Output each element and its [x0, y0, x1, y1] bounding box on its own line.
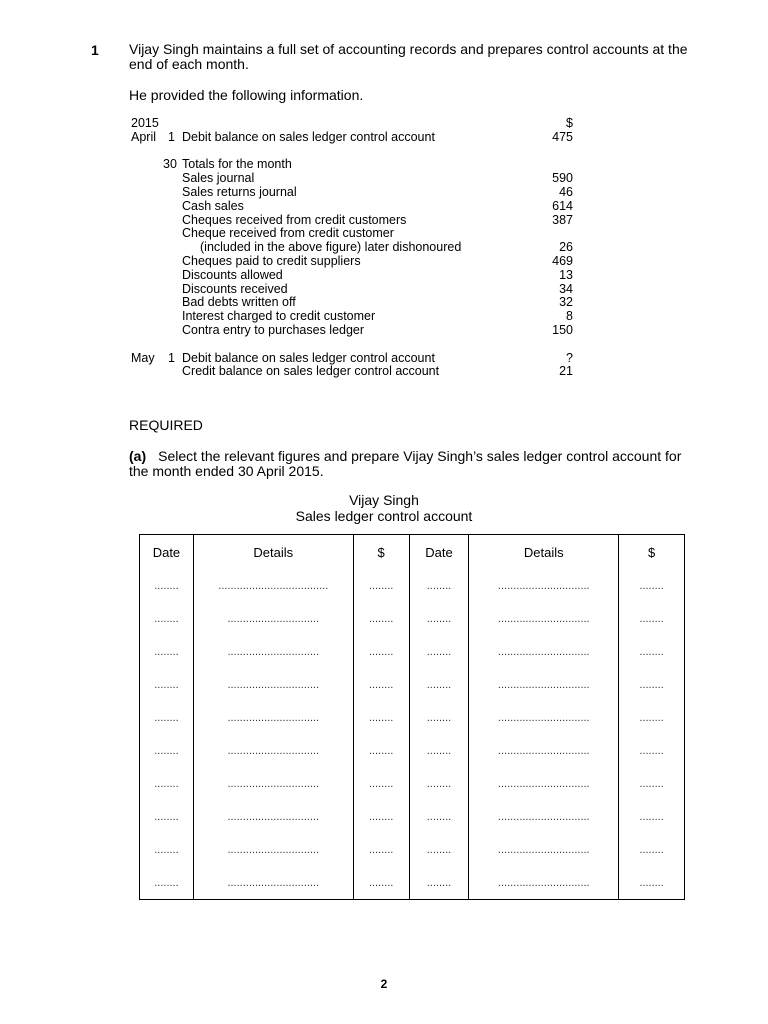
header-date-credit: Date	[409, 535, 469, 570]
info-amount: 475	[552, 129, 573, 144]
entry-amount-debit[interactable]: ........	[353, 866, 409, 900]
info-spacer	[131, 145, 581, 159]
page-number: 2	[380, 977, 388, 991]
entry-details-debit[interactable]: ..............................	[193, 866, 353, 900]
entry-details-debit[interactable]: ..............................	[193, 734, 353, 767]
required-heading: REQUIRED	[129, 417, 203, 433]
ledger-header-row	[140, 535, 685, 570]
entry-amount-debit[interactable]: ........	[353, 734, 409, 767]
entry-details-debit[interactable]: ..............................	[193, 668, 353, 701]
info-day: 1	[168, 129, 175, 144]
entry-date-debit[interactable]: ........	[140, 734, 194, 767]
entry-date-credit[interactable]: ........	[409, 767, 469, 800]
entry-date-credit[interactable]: ........	[409, 800, 469, 833]
entry-amount-credit[interactable]: ........	[619, 569, 685, 602]
info-day: 30	[163, 157, 177, 172]
ledger-table	[139, 534, 685, 900]
info-description: Debit balance on sales ledger control account	[182, 129, 435, 144]
info-row	[131, 214, 581, 228]
info-row	[131, 186, 581, 200]
ledger-row	[140, 800, 685, 833]
ledger-row	[140, 635, 685, 668]
entry-amount-credit[interactable]: ........	[619, 635, 685, 668]
entry-amount-credit[interactable]: ........	[619, 734, 685, 767]
entry-date-debit[interactable]: ........	[140, 569, 194, 602]
info-row	[131, 227, 581, 241]
info-amount: 469	[552, 253, 573, 268]
entry-details-credit[interactable]: ..............................	[469, 569, 619, 602]
part-a-instruction	[129, 449, 704, 479]
info-amount: 590	[552, 171, 573, 186]
info-description: Sales journal	[182, 171, 255, 186]
entry-amount-credit[interactable]: ........	[619, 866, 685, 900]
info-row	[131, 269, 581, 283]
info-day: 1	[168, 350, 175, 365]
info-row	[131, 200, 581, 214]
account-title: Sales ledger control account	[295, 508, 473, 524]
info-amount: 34	[559, 281, 573, 296]
info-description: Contra entry to purchases ledger	[182, 322, 365, 337]
entry-details-debit[interactable]: ..............................	[193, 767, 353, 800]
ledger-row	[140, 602, 685, 635]
info-month: May	[131, 350, 155, 365]
ledger-row	[140, 833, 685, 866]
entry-details-credit[interactable]: ..............................	[469, 767, 619, 800]
info-description: (included in the above figure) later dishonoured	[200, 240, 462, 255]
info-row	[131, 296, 581, 310]
entry-details-credit[interactable]: ..............................	[469, 701, 619, 734]
entry-amount-debit[interactable]: ........	[353, 668, 409, 701]
entry-date-debit[interactable]: ........	[140, 767, 194, 800]
entry-date-debit[interactable]: ........	[140, 866, 194, 900]
info-amount: 614	[552, 198, 573, 213]
header-details-credit: Details	[469, 535, 619, 570]
ledger-row	[140, 866, 685, 900]
entry-details-debit[interactable]: ....................................	[193, 569, 353, 602]
entry-amount-debit[interactable]: ........	[353, 767, 409, 800]
header-amount-debit: $	[353, 535, 409, 570]
question-provided: He provided the following information.	[129, 87, 364, 103]
entry-details-credit[interactable]: ..............................	[469, 668, 619, 701]
entry-amount-credit[interactable]: ........	[619, 701, 685, 734]
info-row	[131, 255, 581, 269]
info-header-row	[131, 117, 581, 131]
part-a-text: Select the relevant figures and prepare Vijay Singh’s sales ledger control account for the month ended 30 April 2015.	[129, 448, 682, 479]
ledger-row	[140, 569, 685, 602]
info-amount: 387	[552, 212, 573, 227]
entry-details-credit[interactable]: ..............................	[469, 602, 619, 635]
entry-amount-debit[interactable]: ........	[353, 635, 409, 668]
entry-date-debit[interactable]: ........	[140, 602, 194, 635]
info-amount: 150	[552, 322, 573, 337]
info-description: Credit balance on sales ledger control account	[182, 364, 440, 379]
entry-date-debit[interactable]: ........	[140, 833, 194, 866]
info-month: April	[131, 129, 157, 144]
info-description: Cheques received from credit customers	[182, 212, 407, 227]
header-details-debit: Details	[193, 535, 353, 570]
info-description: Debit balance on sales ledger control account	[182, 350, 435, 365]
info-row	[131, 172, 581, 186]
info-currency: $	[566, 116, 573, 130]
entry-date-credit[interactable]: ........	[409, 569, 469, 602]
entry-details-debit[interactable]: ..............................	[193, 635, 353, 668]
entry-details-debit[interactable]: ..............................	[193, 602, 353, 635]
entry-amount-debit[interactable]: ........	[353, 569, 409, 602]
entry-amount-credit[interactable]: ........	[619, 602, 685, 635]
info-amount: 26	[559, 240, 573, 255]
ledger-row	[140, 668, 685, 701]
info-row	[131, 283, 581, 297]
info-row	[131, 365, 581, 379]
entry-date-debit[interactable]: ........	[140, 800, 194, 833]
info-description: Discounts allowed	[182, 267, 283, 282]
entry-date-credit[interactable]: ........	[409, 668, 469, 701]
entry-amount-credit[interactable]: ........	[619, 800, 685, 833]
info-row	[131, 310, 581, 324]
entry-date-credit[interactable]: ........	[409, 602, 469, 635]
info-row	[131, 158, 581, 172]
entry-amount-credit[interactable]: ........	[619, 668, 685, 701]
entry-amount-debit[interactable]: ........	[353, 602, 409, 635]
info-description: Sales returns journal	[182, 184, 297, 199]
entry-amount-credit[interactable]: ........	[619, 833, 685, 866]
entry-date-credit[interactable]: ........	[409, 734, 469, 767]
entry-amount-credit[interactable]: ........	[619, 767, 685, 800]
entry-date-credit[interactable]: ........	[409, 635, 469, 668]
entry-amount-debit[interactable]: ........	[353, 701, 409, 734]
entry-details-credit[interactable]: ..............................	[469, 734, 619, 767]
entry-date-credit[interactable]: ........	[409, 833, 469, 866]
info-amount: 8	[566, 309, 573, 324]
info-amount: 46	[559, 184, 573, 199]
info-row	[131, 131, 581, 145]
info-description: Cheques paid to credit suppliers	[182, 253, 361, 268]
entry-details-debit[interactable]: ..............................	[193, 833, 353, 866]
info-row	[131, 352, 581, 366]
entry-date-debit[interactable]: ........	[140, 701, 194, 734]
entry-date-credit[interactable]: ........	[409, 701, 469, 734]
header-date-debit: Date	[140, 535, 194, 570]
ledger-row	[140, 734, 685, 767]
info-description: Interest charged to credit customer	[182, 309, 376, 324]
information-list	[131, 117, 581, 379]
info-description: Cash sales	[182, 198, 244, 213]
info-amount: 21	[559, 364, 573, 379]
entry-date-debit[interactable]: ........	[140, 668, 194, 701]
entry-details-credit[interactable]: ..............................	[469, 800, 619, 833]
question-number: 1	[91, 42, 99, 58]
entry-details-debit[interactable]: ..............................	[193, 800, 353, 833]
info-row	[131, 324, 581, 338]
question-intro: Vijay Singh maintains a full set of accounting records and prepares control accounts at the end of each month.	[129, 41, 688, 72]
ledger-row	[140, 701, 685, 734]
info-description: Totals for the month	[182, 157, 292, 172]
entry-amount-debit[interactable]: ........	[353, 800, 409, 833]
ledger-row	[140, 767, 685, 800]
entry-date-credit[interactable]: ........	[409, 866, 469, 900]
part-a-label: (a)	[129, 448, 147, 464]
account-owner: Vijay Singh	[349, 492, 419, 508]
entry-date-debit[interactable]: ........	[140, 635, 194, 668]
info-year: 2015	[131, 116, 159, 130]
info-description: Discounts received	[182, 281, 288, 296]
entry-amount-debit[interactable]: ........	[353, 833, 409, 866]
header-amount-credit: $	[619, 535, 685, 570]
info-amount: ?	[566, 350, 573, 365]
info-description: Bad debts written off	[182, 295, 296, 310]
entry-details-credit[interactable]: ..............................	[469, 635, 619, 668]
info-amount: 32	[559, 295, 573, 310]
entry-details-debit[interactable]: ..............................	[193, 701, 353, 734]
entry-details-credit[interactable]: ..............................	[469, 833, 619, 866]
info-spacer	[131, 338, 581, 352]
entry-details-credit[interactable]: ..............................	[469, 866, 619, 900]
info-amount: 13	[559, 267, 573, 282]
info-description: Cheque received from credit customer	[182, 226, 394, 241]
info-row	[131, 241, 581, 255]
